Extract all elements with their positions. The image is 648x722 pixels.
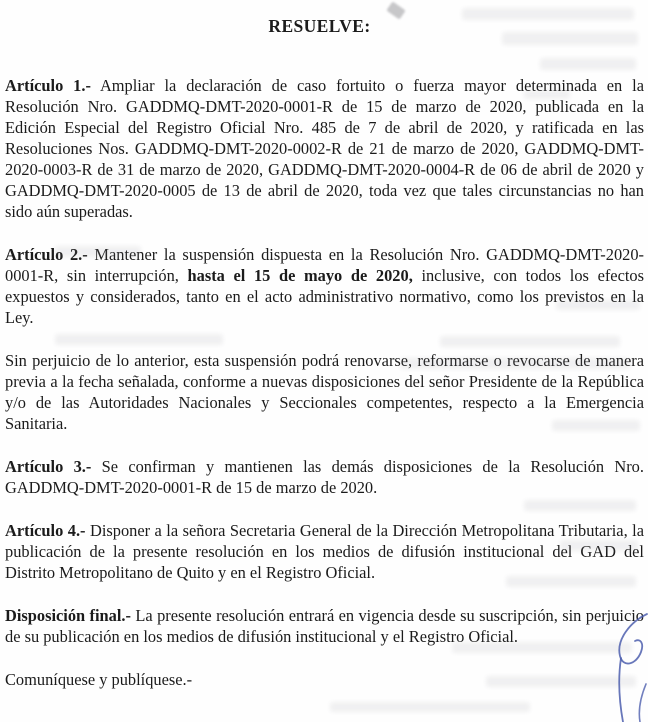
articulo-1-label: Artículo 1.- — [5, 76, 91, 95]
bleedthrough-artifact — [55, 334, 223, 345]
articulo-1-text: Ampliar la declaración de caso fortuito o fuerza mayor determinada en la Resolución Nro. GADDMQ-DMT-2020-0001-R de 15 de marzo de 2020, publicada en la Edición Especial del Registro Oficial Nro. 485 de 7 de abril de 2020, y ratificada en las Resoluciones Nos. GADDMQ-DMT-2020-0002-R de 21 de marzo de 2020, GADDMQ-DMT-2020-0003-R de 31 de marzo de 2020, GADDMQ-DMT-2020-0004-R de 06 de abril de 2020 y GADDMQ-DMT-2020-0005 de 13 de abril de 2020, toda vez que tales circunstancias no han sido aún superadas. — [5, 76, 644, 221]
closing-line — [5, 669, 644, 690]
articulo-4-text: Disponer a la señora Secretaria General de la Dirección Metropolitana Tributaria, la publicación de la presente resolución en los medios de difusión institucional del GAD del Distrito Metropolitano de Quito y en el Registro Oficial. — [5, 521, 644, 582]
articulo-4-label: Artículo 4.- — [5, 521, 86, 540]
paragraph-articulo-3 — [5, 456, 644, 498]
paragraph-sin-perjuicio — [5, 350, 644, 434]
articulo-3-text: Se confirman y mantienen las demás disposiciones de la Resolución Nro. GADDMQ-DMT-2020-0001-R de 15 de marzo de 2020. — [5, 457, 644, 497]
sin-perjuicio-text: Sin perjuicio de lo anterior, esta suspensión podrá renovarse, reformarse o revocarse de manera previa a la fecha señalada, conforme a nuevas disposiciones del señor Presidente de la República y/o de las Autoridades Nacionales y Seccionales competentes, respecto a la Emergencia Sanitaria. — [5, 351, 644, 433]
disposicion-final-text: La presente resolución entrará en vigencia desde su suscripción, sin perjuicio de su publicación en los medios de difusión institucional y el Registro Oficial. — [5, 606, 644, 646]
articulo-2-text-end: inclusive, con todos los efectos expuestos y considerados, tanto en el acto administrativo normativo, como los previstos en la Ley. — [5, 266, 644, 327]
articulo-2-bold-date: hasta el 15 de mayo de 2020, — [187, 266, 413, 285]
articulo-2-text-start: Mantener la suspensión dispuesta en la Resolución Nro. GADDMQ-DMT-2020-0001-R, sin interrupción, — [5, 245, 644, 285]
articulo-3-label: Artículo 3.- — [5, 457, 92, 476]
bleedthrough-artifact — [440, 336, 620, 347]
bleedthrough-artifact — [524, 500, 636, 511]
paragraph-articulo-1 — [5, 75, 644, 222]
signature-tail-stroke — [619, 658, 623, 722]
closing-text: Comuníquese y publíquese.- — [5, 670, 193, 689]
paragraph-articulo-2 — [5, 244, 644, 328]
disposicion-final-label: Disposición final.- — [5, 606, 131, 625]
document-title: RESUELVE: — [268, 16, 371, 36]
articulo-2-label: Artículo 2.- — [5, 245, 88, 264]
paragraph-articulo-4 — [5, 520, 644, 583]
bleedthrough-artifact — [540, 58, 636, 70]
paragraph-disposicion-final — [5, 605, 644, 647]
bleedthrough-artifact — [330, 702, 530, 712]
